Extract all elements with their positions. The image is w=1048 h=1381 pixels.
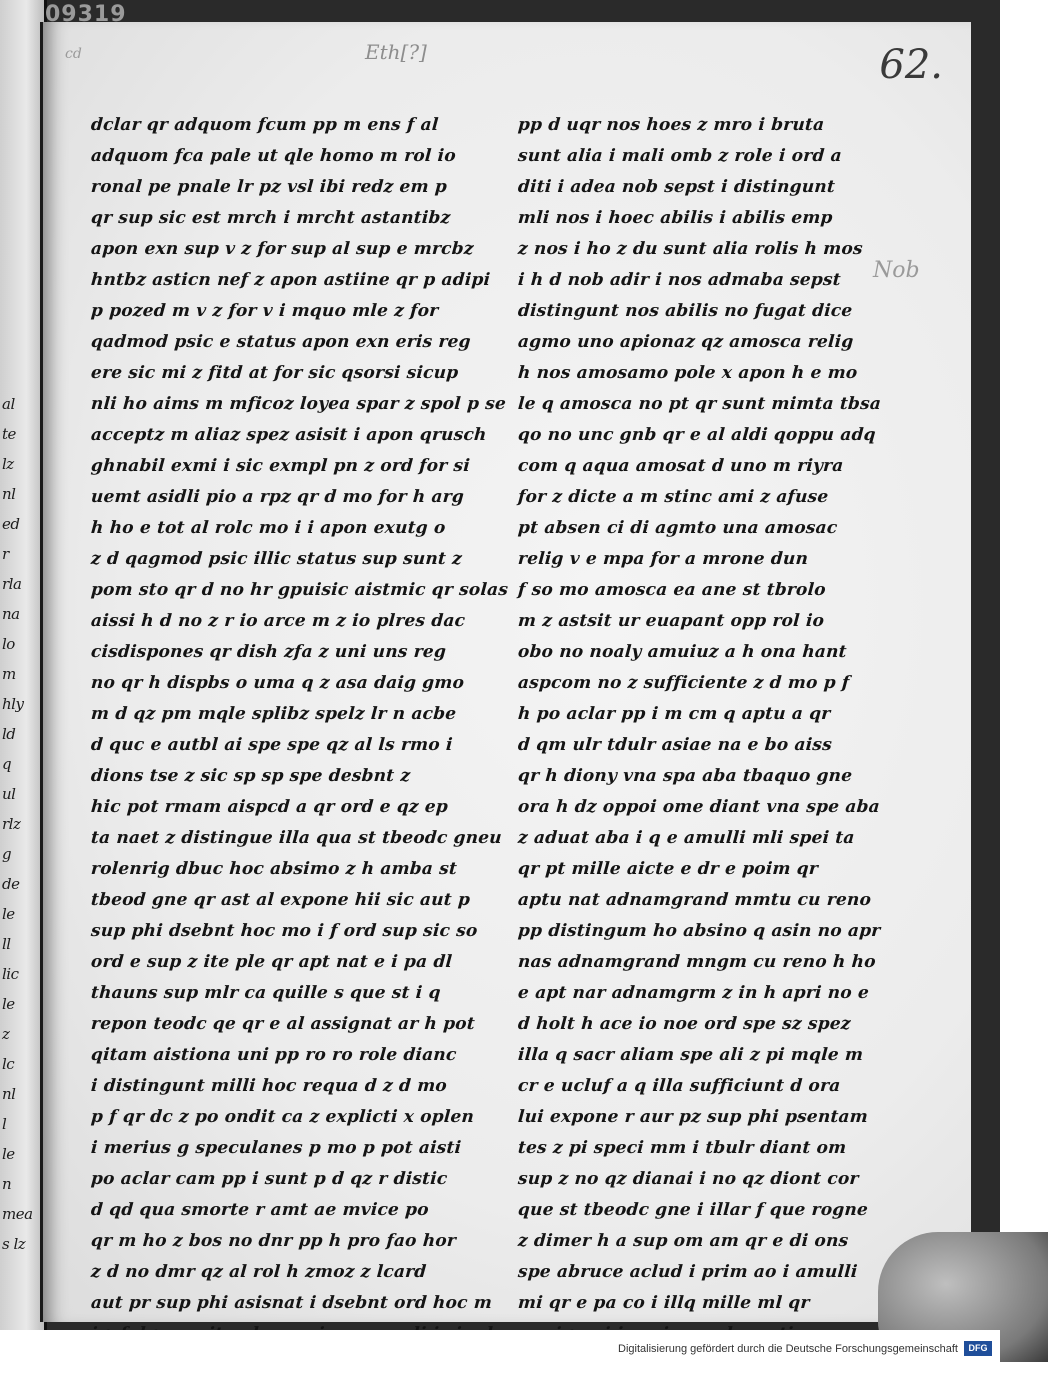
margin-note: Nob <box>873 258 920 283</box>
text-line: i h d nob adir i nos admaba sepst <box>517 270 842 290</box>
text-line: tbeod gne qr ast al expone hii sic aut p <box>90 890 471 910</box>
margin-fragment: s lz <box>2 1235 26 1253</box>
text-line: d qm ulr tdulr asiae na e bo aiss <box>517 735 833 755</box>
text-line: pp distingum ho absino q asin no apr <box>517 921 882 941</box>
text-line: dions tse z sic sp sp spe desbnt z <box>90 766 411 786</box>
text-line: aspcom no z sufficiente z d mo p f <box>517 673 851 693</box>
text-line: qo no unc gnb qr e al aldi qoppu adq <box>517 425 877 445</box>
text-line: qitam aistiona uni pp ro ro role dianc <box>90 1045 458 1065</box>
text-line: for z dicte a m stinc ami z afuse <box>517 487 830 507</box>
text-line: m d qz pm mqle splibz spelz lr n acbe <box>90 704 457 724</box>
text-line: mli nos i hoec abilis i abilis emp <box>517 208 834 228</box>
margin-fragment: lc <box>2 1055 15 1073</box>
funding-credit: Digitalisierung gefördert durch die Deutsche Forschungsgemeinschaft <box>618 1343 958 1355</box>
text-line: ere sic mi z fitd at for sic qsorsi sicup <box>90 363 460 383</box>
text-line: obo no noaly amuiuz a h ona hant <box>517 642 848 662</box>
text-line: ord e sup z ite ple qr apt nat e i pa dl <box>90 952 453 972</box>
text-line: h ho e tot al rolc mo i i apon exutg o <box>90 518 447 538</box>
shelfmark: 09319 <box>45 2 127 27</box>
text-line: ta naet z distingue illa qua st tbeodc gneu <box>90 828 503 848</box>
text-line: z dimer h a sup om am qr e di ons <box>517 1231 850 1251</box>
text-line: distingunt nos abilis no fugat dice <box>517 301 854 321</box>
text-line: sup phi dsebnt hoc mo i f ord sup sic so <box>90 921 479 941</box>
text-line: uemt asidli pio a rpz qr d mo for h arg <box>90 487 465 507</box>
text-line: com q aqua amosat d uno m riyra <box>517 456 845 476</box>
text-line: f so mo amosca ea ane st tbrolo <box>517 580 827 600</box>
text-line: cisdispones qr dish zfa z uni uns reg <box>90 642 447 662</box>
text-line: m z astsit ur euapant opp rol io <box>517 611 825 631</box>
margin-fragment: ll <box>2 935 11 953</box>
text-line: diti i adea nob sepst i distingunt <box>517 177 836 197</box>
text-line: adquom fca pale ut qle homo m rol io <box>90 146 457 166</box>
text-line: illa q sacr aliam spe ali z pi mqle m <box>517 1045 864 1065</box>
text-line: e apt nar adnamgrm z in h apri no e <box>517 983 870 1003</box>
text-line: cr e ucluf a q illa sufficiunt d ora <box>517 1076 842 1096</box>
margin-fragment: le <box>2 905 15 923</box>
margin-fragment: de <box>2 875 20 893</box>
margin-fragment: m <box>2 665 16 683</box>
header-note: Eth[?] <box>365 40 427 64</box>
text-line: i merius g speculanes p mo p pot aisti <box>90 1138 462 1158</box>
left-text-column <box>90 110 509 1381</box>
text-line: mi qr e pa co i illq mille ml qr <box>517 1293 811 1313</box>
folio-number: 62. <box>879 42 943 88</box>
right-text-column <box>518 110 888 1381</box>
margin-fragment: al <box>2 395 15 413</box>
text-line: tes z pi speci mm i tbulr diant om <box>517 1138 848 1158</box>
text-line: aptu nat adnamgrand mmtu cu reno <box>517 890 872 910</box>
text-line: po aclar cam pp i sunt p d qz r distic <box>90 1169 449 1189</box>
text-line: pp d uqr nos hoes z mro i bruta <box>517 115 825 135</box>
margin-fragment: lz <box>2 455 14 473</box>
text-line: qr m ho z bos no dnr pp h pro fao hor <box>90 1231 457 1251</box>
text-line: ronal pe pnale lr pz vsl ibi redz em p <box>90 177 448 197</box>
text-line: thauns sup mlr ca quille s que st i q <box>90 983 442 1003</box>
text-line: aissi h d no z r io arce m z io plres dac <box>90 611 466 631</box>
margin-fragment: hly <box>2 695 24 713</box>
margin-fragment: le <box>2 995 15 1013</box>
margin-fragment: n <box>2 1175 12 1193</box>
text-line: pt absen ci di agmto una amosac <box>517 518 839 538</box>
text-line: lui expone r aur pz sup phi psentam <box>517 1107 869 1127</box>
margin-fragment: z <box>2 1025 10 1043</box>
text-line: qr h diony vna spa aba tbaquo gne <box>517 766 853 786</box>
text-line: repon teodc qe qr e al assignat ar h pot <box>90 1014 476 1034</box>
text-line: d quc e autbl ai spe spe qz al ls rmo i <box>90 735 454 755</box>
footer <box>0 1330 1000 1379</box>
text-line: no qr h dispbs o uma q z asa daig gmo <box>90 673 465 693</box>
margin-fragment: ul <box>2 785 16 803</box>
margin-fragment: ld <box>2 725 16 743</box>
text-line: nli ho aims m mficoz loyea spar z spol p se <box>90 394 507 414</box>
text-line: h po aclar pp i m cm q aptu a qr <box>517 704 832 724</box>
corner-note: cd <box>65 46 82 62</box>
margin-fragment: le <box>2 1145 15 1163</box>
text-line: agmo uno apionaz qz amosca relig <box>517 332 855 352</box>
margin-fragment: q <box>2 755 12 773</box>
text-line: i distingunt milli hoc requa d z d mo <box>90 1076 448 1096</box>
text-line: acceptz m aliaz spez asisit i apon qrusch <box>90 425 488 445</box>
text-line: qr sup sic est mrch i mrcht astantibz <box>90 208 452 228</box>
text-line: aut pr sup phi asisnat i dsebnt ord hoc m <box>90 1293 493 1313</box>
text-line: hntbz asticn nef z apon astiine qr p adipi <box>90 270 491 290</box>
text-line: sunt alia i mali omb z role i ord a <box>517 146 843 166</box>
text-line: p f qr dc z po ondit ca z explicti x oplen <box>90 1107 475 1127</box>
text-line: ghnabil exmi i sic exmpl pn z ord for si <box>90 456 471 476</box>
text-line: ora h dz oppoi ome diant vna spe aba <box>517 797 881 817</box>
margin-fragment: r <box>2 545 9 563</box>
margin-fragment: ed <box>2 515 20 533</box>
margin-fragment: mea <box>2 1205 33 1223</box>
manuscript-page <box>40 2 971 1322</box>
margin-fragment: nl <box>2 485 16 503</box>
text-line: hic pot rmam aispcd a qr ord e qz ep <box>90 797 449 817</box>
margin-fragment: rla <box>2 575 22 593</box>
margin-fragment: lic <box>2 965 19 983</box>
margin-fragment: te <box>2 425 16 443</box>
text-line: nas adnamgrand mngm cu reno h ho <box>517 952 877 972</box>
text-line: z d qagmod psic illic status sup sunt z <box>90 549 463 569</box>
text-line: que st tbeodc gne i illar f que rogne <box>517 1200 869 1220</box>
text-line: pom sto qr d no hr gpuisic aistmic qr solas <box>90 580 509 600</box>
margin-fragment: g <box>2 845 12 863</box>
margin-fragment: na <box>2 605 20 623</box>
margin-fragment: rlz <box>2 815 21 833</box>
text-line: z nos i ho z du sunt alia rolis h mos <box>517 239 864 259</box>
margin-fragment: nl <box>2 1085 16 1103</box>
text-line: qadmod psic e status apon exn eris reg <box>90 332 472 352</box>
text-line: dclar qr adquom fcum pp m ens f al <box>90 115 440 135</box>
text-line: relig v e mpa for a mrone dun <box>517 549 809 569</box>
text-line: le q amosca no pt qr sunt mimta tbsa <box>517 394 882 414</box>
text-line: d qd qua smorte r amt ae mvice po <box>90 1200 430 1220</box>
text-line: apon exn sup v z for sup al sup e mrcbz <box>90 239 475 259</box>
text-line: spe abruce aclud i prim ao i amulli <box>517 1262 859 1282</box>
margin-fragment: lo <box>2 635 15 653</box>
text-line: h nos amosamo pole x apon h e mo <box>517 363 859 383</box>
margin-fragment: l <box>2 1115 7 1133</box>
text-line: sup z no qz dianai i no qz diont cor <box>517 1169 860 1189</box>
text-line: p pozed m v z for v i mquo mle z for <box>90 301 440 321</box>
text-line: d holt h ace io noe ord spe sz spez <box>517 1014 852 1034</box>
text-line: rolenrig dbuc hoc absimo z h amba st <box>90 859 458 879</box>
text-line: z d no dmr qz al rol h zmoz z lcard <box>90 1262 428 1282</box>
dfg-logo-icon: DFG <box>964 1341 992 1356</box>
text-line: z aduat aba i q e amulli mli spei ta <box>517 828 856 848</box>
text-line: qr pt mille aicte e dr e poim qr <box>517 859 819 879</box>
